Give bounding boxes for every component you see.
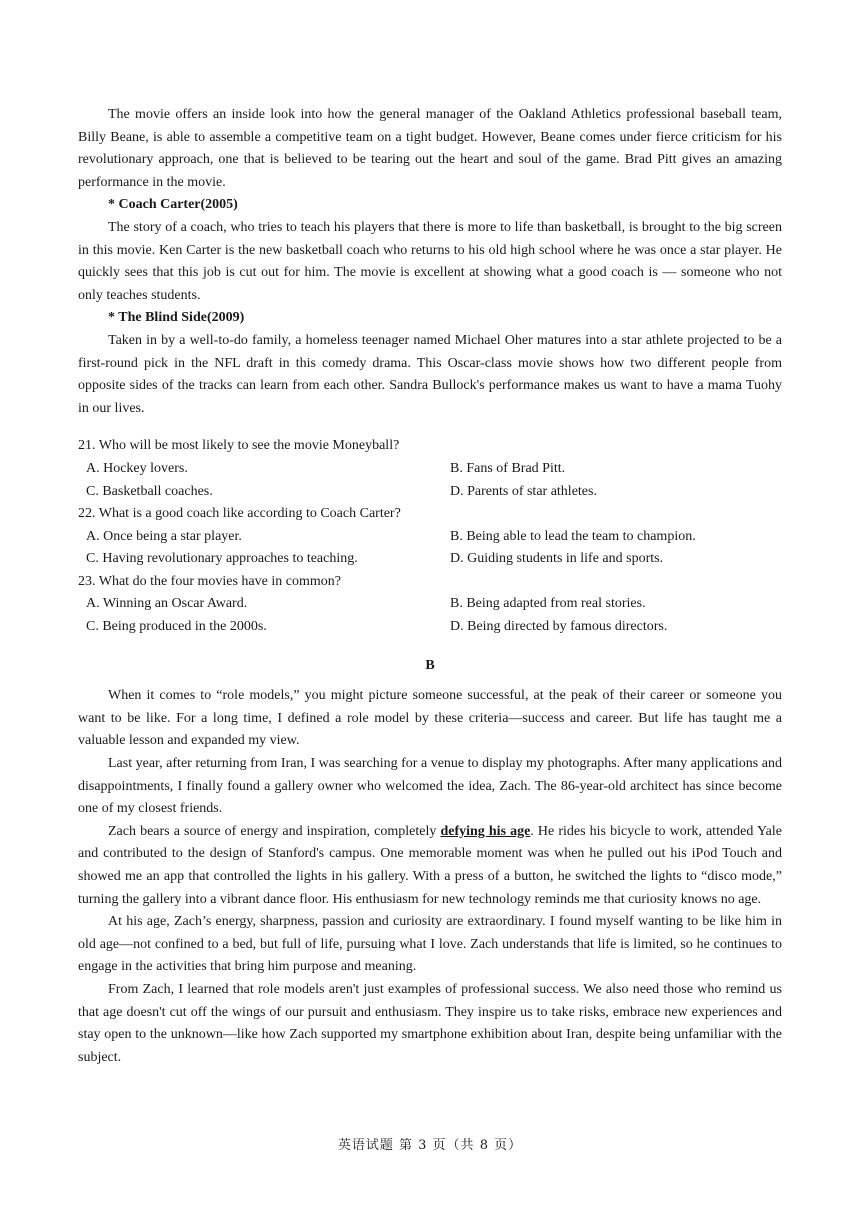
section-b-heading: B xyxy=(425,657,435,673)
question-22 xyxy=(78,503,782,571)
question-options xyxy=(78,526,782,571)
page-footer: 英语试题 第 3 页（共 8 页） xyxy=(337,1138,523,1153)
option-b: B. Being adapted from real stories. xyxy=(450,596,646,612)
passage-b-paragraph-5: From Zach, I learned that role models aren't just examples of professional success. We also need those who remind us that age doesn't cut off the wings of our pursuit and enthusiasm. They inspire us to take risks, embrace new experiences and stay open to the unknown—like how Zach supported my smartphone exhibition about Iran, despite being unfamiliar with the subject. xyxy=(78,981,782,1065)
option-c: C. Basketball coaches. xyxy=(86,483,213,499)
paragraph-text: . He rides his bicycle to work, attended Yale and contributed to the design of Stanford's campus. One memorable moment was when he pulled out his iPod Touch and showed me an app that controlled the lights in his gallery. With a press of a button, he switched the lights to “disco mode,” turning the gallery into a vibrant dance floor. His enthusiasm for new technology reminds me that curiosity knows no age. xyxy=(78,823,782,907)
passage-b-paragraph-1: When it comes to “role models,” you might picture someone successful, at the peak of their career or someone you want to be like. For a long time, I defined a role model by these criteria—success and career. But life has taught me a valuable lesson and expanded my view. xyxy=(78,688,782,749)
option-d: D. Being directed by famous directors. xyxy=(450,619,668,635)
passage-b-paragraph-2: Last year, after returning from Iran, I was searching for a venue to display my photographs. After many applications and disappointments, I finally found a gallery owner who welcomed the idea, Zach. The 86-year-old architect has since become one of my closest friends. xyxy=(78,756,782,817)
question-text: 22. What is a good coach like according to Coach Carter? xyxy=(78,506,401,522)
option-b: B. Fans of Brad Pitt. xyxy=(450,460,566,476)
blind-side-heading: * The Blind Side(2009) xyxy=(108,310,245,326)
question-23 xyxy=(78,571,782,639)
exam-page xyxy=(78,104,782,1069)
coach-carter-paragraph: The story of a coach, who tries to teach his players that there is more to life than basketball, is brought to the big screen in this movie. Ken Carter is the new basketball coach who returns to his old high school where he was once a star player. He quickly sees that this job is cut out for him. The movie is excellent at showing what a good coach is — someone who not only teaches students. xyxy=(78,219,782,303)
option-a: A. Winning an Oscar Award. xyxy=(86,596,248,612)
section-gap xyxy=(78,420,782,435)
option-a: A. Once being a star player. xyxy=(86,528,242,544)
passage-b-paragraph-4: At his age, Zach’s energy, sharpness, passion and curiosity are extraordinary. I found myself wanting to be like him in old age—not confined to a bed, but full of life, pursuing what I love. Zach understands that life is limited, so he continues to engage in the activities that bring him purpose and meaning. xyxy=(78,914,782,975)
option-b: B. Being able to lead the team to champion. xyxy=(450,528,696,544)
question-options xyxy=(78,458,782,503)
option-d: D. Parents of star athletes. xyxy=(450,483,597,499)
option-c: C. Having revolutionary approaches to teaching. xyxy=(86,551,358,567)
underlined-phrase: defying his age xyxy=(440,823,531,839)
option-a: A. Hockey lovers. xyxy=(86,460,188,476)
passage-b-paragraph-3 xyxy=(78,821,782,911)
option-d: D. Guiding students in life and sports. xyxy=(450,551,664,567)
question-text: 23. What do the four movies have in common? xyxy=(78,573,341,589)
question-options xyxy=(78,593,782,638)
moneyball-paragraph: The movie offers an inside look into how the general manager of the Oakland Athletics professional baseball team, Billy Beane, is able to assemble a competitive team on a tight budget. However, Beane comes under fierce criticism for his revolutionary approach, one that is believed to be tearing out the heart and soul of the game. Brad Pitt gives an amazing performance in the movie. xyxy=(78,107,782,190)
blind-side-paragraph: Taken in by a well-to-do family, a homeless teenager named Michael Oher matures into a star athlete projected to be a first-round pick in the NFL draft in this comedy drama. This Oscar-class movie shows how two different people from opposite sides of the tracks can learn from each other. Sandra Bullock's performance makes us want to have a mama Tuohy in our lives. xyxy=(78,332,782,416)
question-21 xyxy=(78,435,782,503)
coach-carter-heading: * Coach Carter(2005) xyxy=(108,197,238,213)
paragraph-text: Zach bears a source of energy and inspiration, completely xyxy=(108,823,441,839)
question-text: 21. Who will be most likely to see the movie Moneyball? xyxy=(78,438,400,454)
option-c: C. Being produced in the 2000s. xyxy=(86,619,267,635)
